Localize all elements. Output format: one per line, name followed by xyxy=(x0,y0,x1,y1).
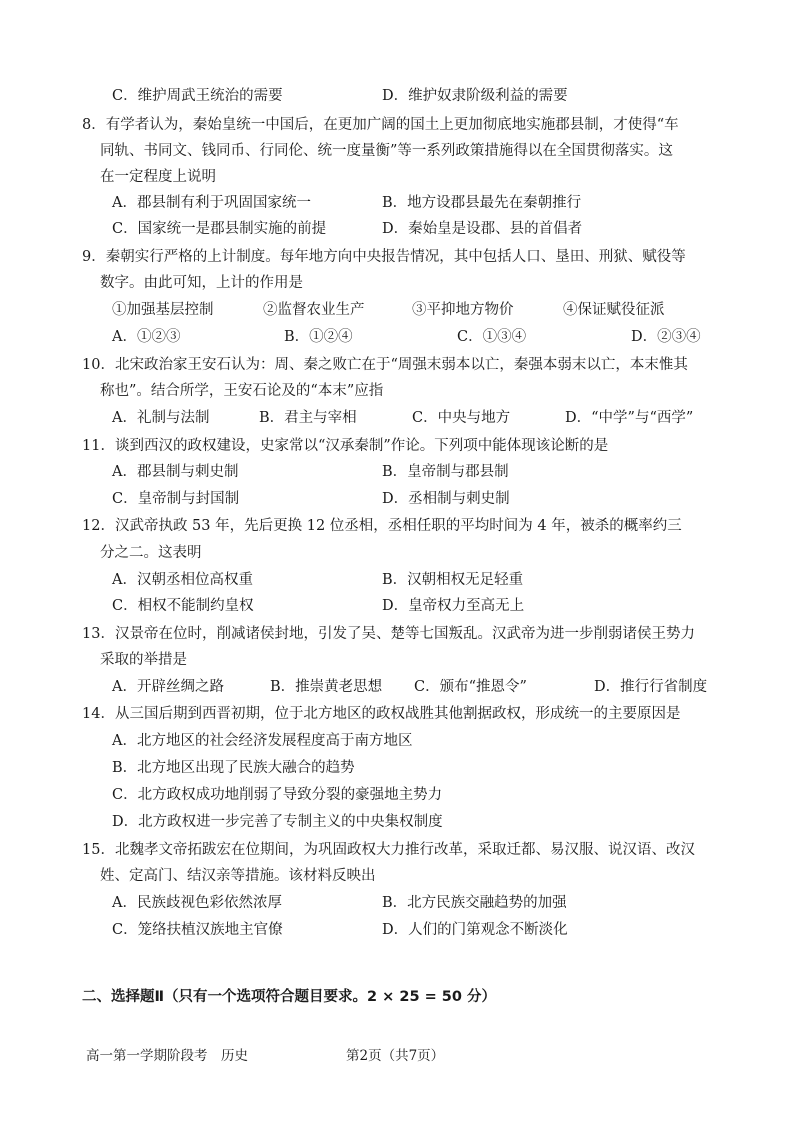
q12-option-c: C．相权不能制约皇权 xyxy=(112,598,254,614)
q9-item-3: ③平抑地方物价 xyxy=(412,302,514,318)
q14-option-d: D．北方政权进一步完善了专制主义的中央集权制度 xyxy=(112,814,443,830)
q10-stem-line2: 称也”。结合所学，王安石论及的“本末”应指 xyxy=(100,383,384,399)
q8-option-d: D．秦始皇是设郡、县的首倡者 xyxy=(382,221,583,237)
q13-stem-line2: 采取的举措是 xyxy=(100,652,187,668)
q14-option-c: C．北方政权成功地削弱了导致分裂的豪强地主势力 xyxy=(112,787,443,803)
q10-option-d: D．“中学”与“西学” xyxy=(565,410,694,426)
q15-option-c: C．笼络扶植汉族地主官僚 xyxy=(112,922,283,938)
q15-stem-line2: 姓、定高门、结汉亲等措施。该材料反映出 xyxy=(100,868,376,884)
q12-option-d: D．皇帝权力至高无上 xyxy=(382,598,525,614)
q12-option-b: B．汉朝相权无足轻重 xyxy=(382,572,524,588)
q14-stem-line1: 14．从三国后期到西晋初期，位于北方地区的政权战胜其他割据政权，形成统一的主要原因是 xyxy=(82,706,681,722)
q9-stem-line2: 数字。由此可知，上计的作用是 xyxy=(100,275,303,291)
q11-option-c: C．皇帝制与封国制 xyxy=(112,491,240,507)
q11-option-b: B．皇帝制与郡县制 xyxy=(382,464,509,480)
q9-stem-line1: 9．秦朝实行严格的上计制度。每年地方向中央报告情况，其中包括人口、垦田、刑狱、赋役等 xyxy=(82,249,686,265)
q14-option-b: B．北方地区出现了民族大融合的趋势 xyxy=(112,760,355,776)
q13-option-d: D．推行行省制度 xyxy=(594,679,708,695)
q15-option-b: B．北方民族交融趋势的加强 xyxy=(382,895,567,911)
q8-option-c: C．国家统一是郡县制实施的前提 xyxy=(112,221,327,237)
q8-stem-line1: 8．有学者认为，秦始皇统一中国后，在更加广阔的国土上更加彻底地实施郡县制，才使得“车 xyxy=(82,117,679,133)
section-2-heading: 二、选择题Ⅱ（只有一个选项符合题目要求。2 × 25 = 50 分） xyxy=(82,989,497,1005)
q13-stem-line1: 13．汉景帝在位时，削减诸侯封地，引发了吴、楚等七国叛乱。汉武帝为进一步削弱诸侯王势力 xyxy=(82,626,695,642)
q12-option-a: A．汉朝丞相位高权重 xyxy=(112,572,253,588)
q9-item-2: ②监督农业生产 xyxy=(263,302,365,318)
q8-option-b: B．地方设郡县最先在秦朝推行 xyxy=(382,195,582,211)
q15-stem-line1: 15．北魏孝文帝拓跋宏在位期间，为巩固政权大力推行改革，采取迁都、易汉服、说汉语、改汉 xyxy=(82,842,695,858)
q10-stem-line1: 10．北宋政治家王安石认为：周、秦之败亡在于“周强末弱本以亡，秦强本弱末以亡，本末惟其 xyxy=(82,357,688,373)
q7-option-d: D．维护奴隶阶级利益的需要 xyxy=(382,88,568,104)
q9-item-4: ④保证赋役征派 xyxy=(563,302,665,318)
q13-option-c: C．颁布“推恩令” xyxy=(414,679,527,695)
q15-option-a: A．民族歧视色彩依然浓厚 xyxy=(112,895,282,911)
q15-option-d: D．人们的门第观念不断淡化 xyxy=(382,922,568,938)
q14-option-a: A．北方地区的社会经济发展程度高于南方地区 xyxy=(112,733,413,749)
q9-option-c: C．①③④ xyxy=(457,329,527,345)
q10-option-c: C．中央与地方 xyxy=(412,410,511,426)
q9-option-a: A．①②③ xyxy=(112,329,181,345)
footer-course: 高一第一学期阶段考 历史 xyxy=(86,1048,248,1064)
q13-option-b: B．推崇黄老思想 xyxy=(270,679,383,695)
q10-option-b: B．君主与宰相 xyxy=(259,410,357,426)
q8-option-a: A．郡县制有利于巩固国家统一 xyxy=(112,195,311,211)
q13-option-a: A．开辟丝绸之路 xyxy=(112,679,224,695)
q12-stem-line1: 12．汉武帝执政 53 年，先后更换 12 位丞相，丞相任职的平均时间为 4 年，被杀的概率约三 xyxy=(82,518,682,534)
q8-stem-line2: 同轨、书同文、钱同币、行同伦、统一度量衡”等一系列政策措施得以在全国贯彻落实。这 xyxy=(100,143,673,159)
q7-option-c: C．维护周武王统治的需要 xyxy=(112,88,283,104)
footer-page-number: 第2页（共7页） xyxy=(346,1048,445,1064)
q12-stem-line2: 分之二。这表明 xyxy=(100,545,202,561)
q9-option-d: D．②③④ xyxy=(631,329,701,345)
q9-option-b: B．①②④ xyxy=(284,329,353,345)
q11-option-a: A．郡县制与刺史制 xyxy=(112,464,239,480)
q10-option-a: A．礼制与法制 xyxy=(112,410,210,426)
q8-stem-line3: 在一定程度上说明 xyxy=(100,169,216,185)
q11-option-d: D．丞相制与刺史制 xyxy=(382,491,510,507)
q9-item-1: ①加强基层控制 xyxy=(112,302,214,318)
q11-stem-line1: 11．谈到西汉的政权建设，史家常以“汉承秦制”作论。下列项中能体现该论断的是 xyxy=(82,438,609,454)
